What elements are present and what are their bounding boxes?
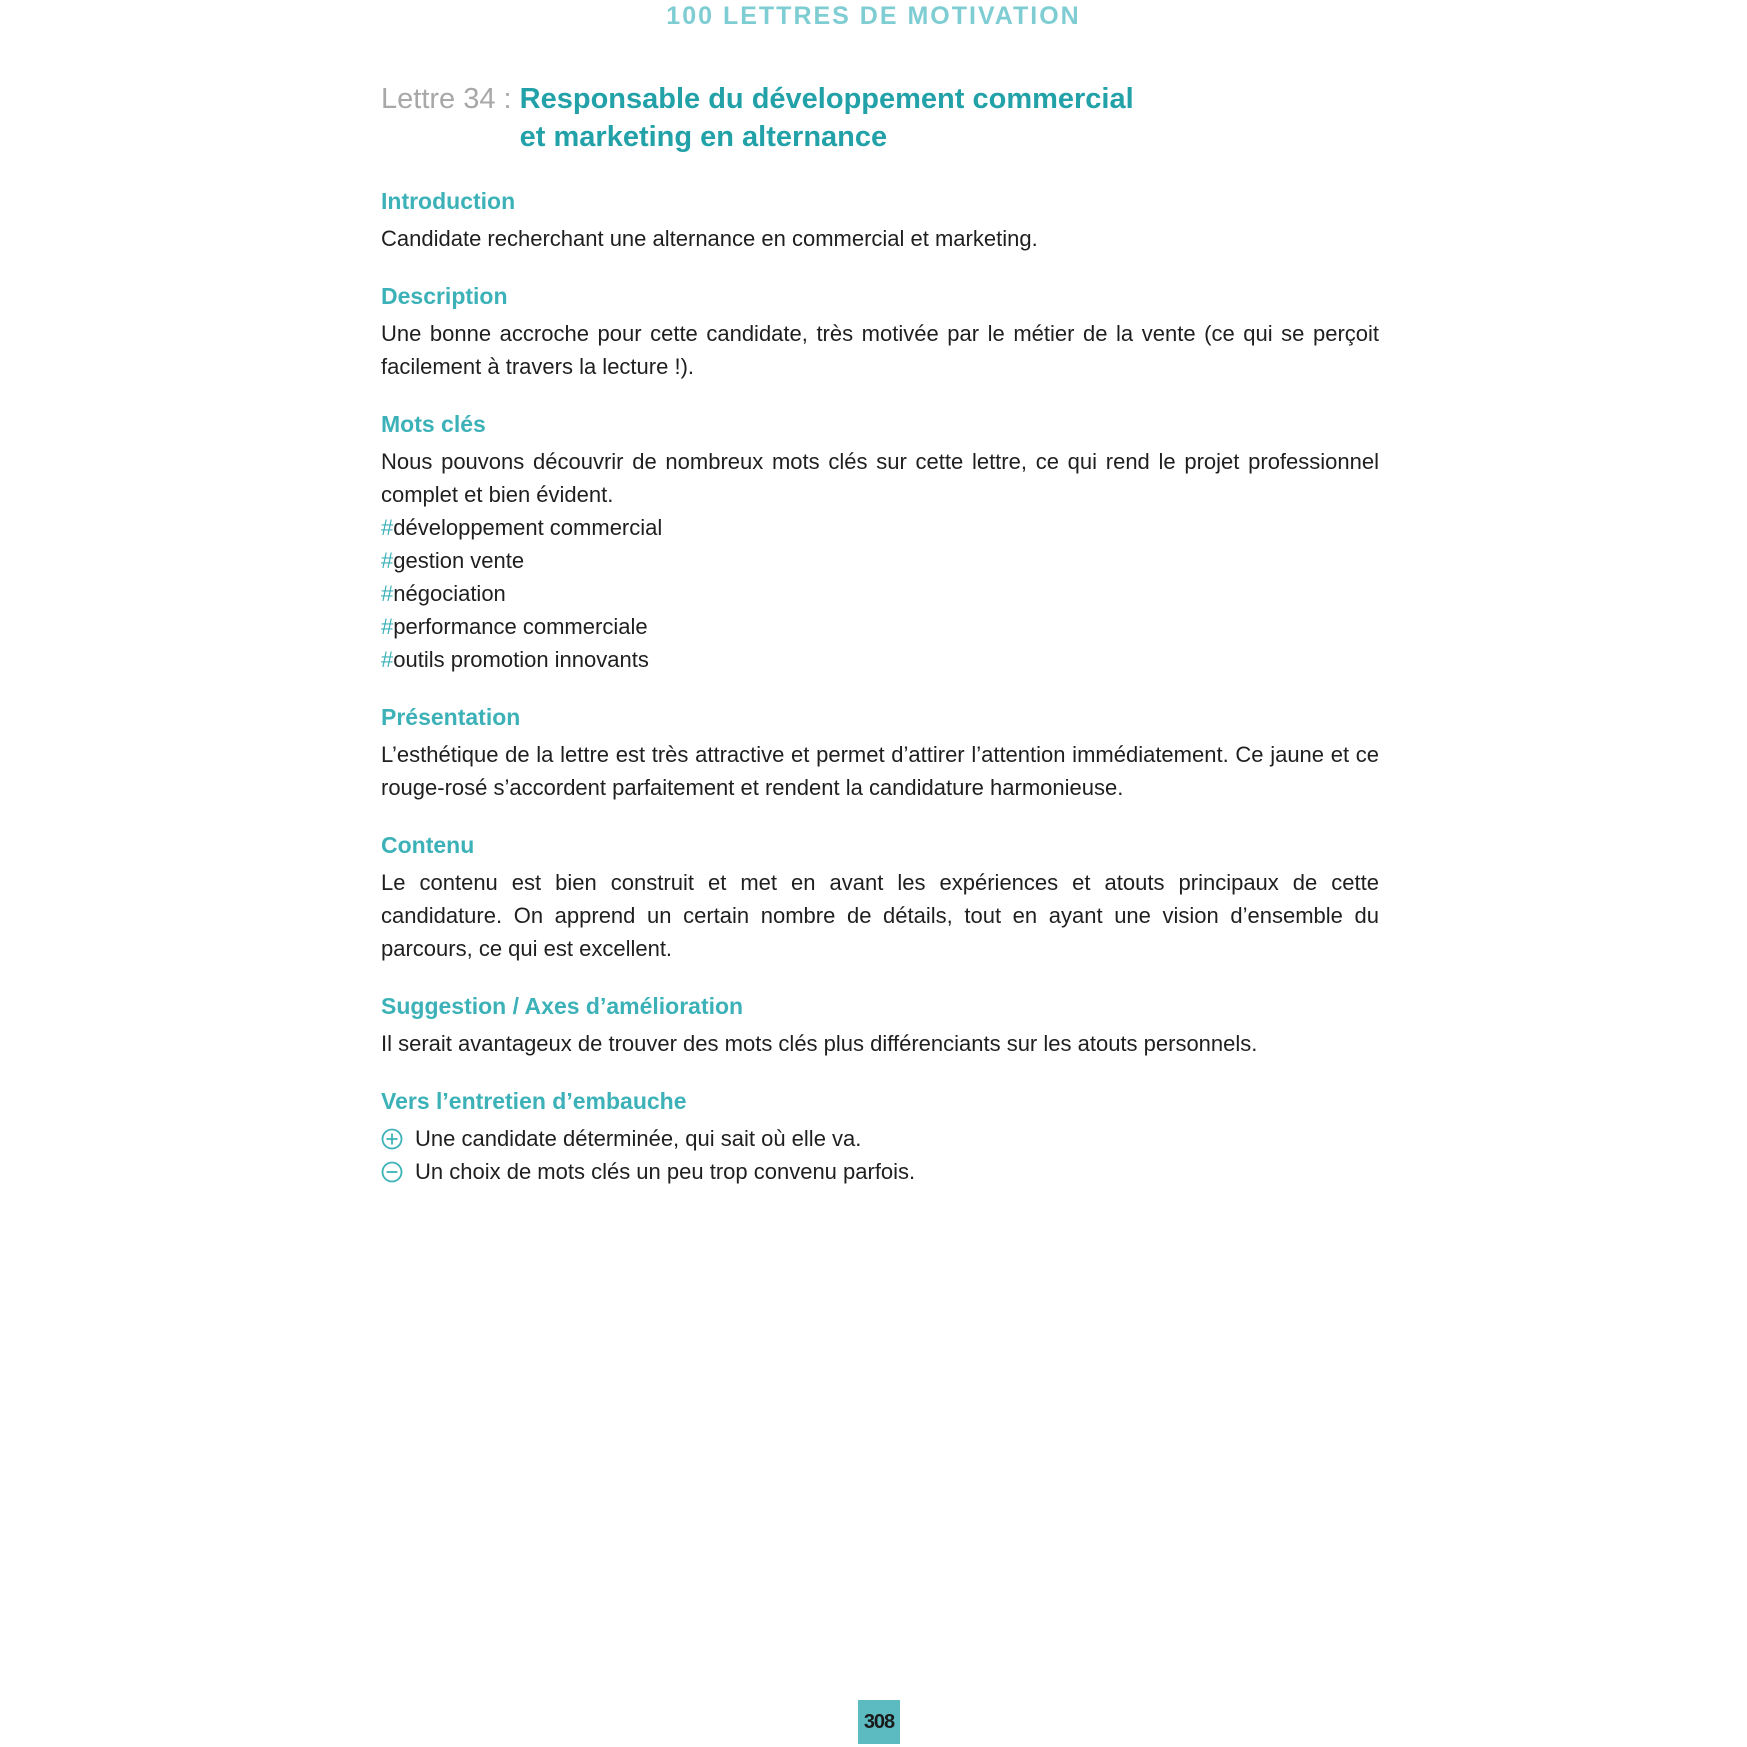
keyword-tag: #performance commerciale <box>381 614 648 639</box>
strength-text: Une candidate déterminée, qui sait où elle va. <box>415 1126 862 1151</box>
letter-title-line-2: et marketing en alternance <box>519 121 888 153</box>
keyword-tag: #gestion vente <box>381 548 525 573</box>
section-text: L’esthétique de la lettre est très attractive et permet d’attirer l’attention immédiatement. Ce jaune et ce rouge-rosé s’accordent parfaitement et rendent la candidature harmonieuse. <box>381 742 1379 800</box>
letter-number: Lettre 34 : <box>381 83 520 115</box>
section-heading: Mots clés <box>381 411 486 437</box>
section-introduction <box>381 186 1379 255</box>
letter-title-text <box>520 80 1134 156</box>
section-entretien <box>381 1086 1379 1188</box>
weakness-text: Un choix de mots clés un peu trop convenu parfois. <box>415 1159 916 1184</box>
section-heading: Suggestion / Axes d’amélioration <box>381 993 744 1019</box>
section-heading: Vers l’entretien d’embauche <box>381 1088 687 1114</box>
section-text: Candidate recherchant une alternance en commercial et marketing. <box>381 226 1038 251</box>
section-text: Nous pouvons découvrir de nombreux mots clés sur cette lettre, ce qui rend le projet professionnel complet et bien évident. <box>381 449 1379 507</box>
section-heading: Description <box>381 283 508 309</box>
section-text: Le contenu est bien construit et met en avant les expériences et atouts principaux de cette candidature. On apprend un certain nombre de détails, tout en ayant une vision d’ensemble du parcours, ce qui est excellent. <box>381 870 1379 961</box>
section-heading: Introduction <box>381 188 516 214</box>
letter-title <box>381 80 1379 156</box>
section-suggestion <box>381 991 1379 1060</box>
weakness-item <box>381 1155 1379 1188</box>
keyword-tag: #développement commercial <box>381 515 663 540</box>
section-text: Il serait avantageux de trouver des mots clés plus différenciants sur les atouts personnels. <box>381 1031 1258 1056</box>
strength-item <box>381 1122 1379 1155</box>
section-heading: Contenu <box>381 832 475 858</box>
circle-plus-icon <box>381 1128 403 1150</box>
section-contenu <box>381 830 1379 965</box>
keyword-tag: #outils promotion innovants <box>381 647 649 672</box>
page-content <box>381 80 1379 1188</box>
section-presentation <box>381 702 1379 804</box>
circle-minus-icon <box>381 1161 403 1183</box>
keyword-tag: #négociation <box>381 581 506 606</box>
section-description <box>381 281 1379 383</box>
section-mots-cles <box>381 409 1379 676</box>
section-heading: Présentation <box>381 704 521 730</box>
running-header: 100 LETTRES DE MOTIVATION <box>666 2 1081 30</box>
page-number: 308 <box>858 1700 900 1744</box>
letter-title-line-1: Responsable du développement commercial <box>519 83 1134 115</box>
section-text: Une bonne accroche pour cette candidate, très motivée par le métier de la vente (ce qui se perçoit facilement à travers la lecture !). <box>381 321 1379 379</box>
